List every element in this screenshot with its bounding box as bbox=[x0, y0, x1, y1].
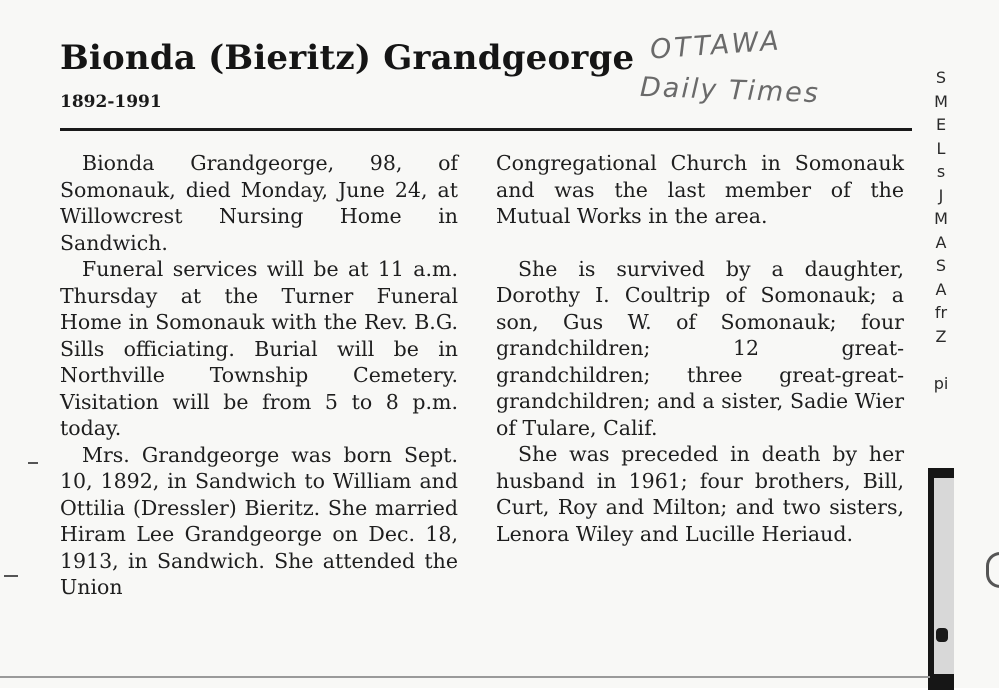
handwritten-note-line-1: OTTAWA bbox=[649, 25, 783, 66]
left-column bbox=[60, 150, 458, 601]
scan-mark bbox=[4, 575, 18, 577]
edge-letter: E bbox=[935, 115, 947, 134]
adjacent-clipping-edge-text bbox=[930, 66, 952, 395]
obituary-years: 1892-1991 bbox=[60, 92, 162, 112]
edge-letter: fr bbox=[934, 303, 948, 322]
edge-letter: s bbox=[936, 162, 946, 181]
edge-letter: pi bbox=[933, 373, 949, 393]
paragraph-survivors: She is survived by a daughter, Dorothy I. Coultrip of Somonauk; a son, Gus W. of Somonauk; four grandchildren; 12 great-grandchildren; three great-great-grandchildren; and a sister, Sadie Wier of Tulare, Calif. bbox=[496, 256, 904, 440]
edge-letter: M bbox=[934, 91, 948, 111]
paragraph-funeral-services: Funeral services will be at 11 a.m. Thursday at the Turner Funeral Home in Somonauk with the Rev. B.G. Sills officiating. Burial will be in Northville Township Cemetery. Visitation will be from 5 to 8 p.m. today. bbox=[60, 257, 458, 440]
edge-letter: M bbox=[934, 209, 948, 228]
paragraph-biography-continued: Congregational Church in Somonauk and was the last member of the Mutual Works in the area. bbox=[496, 151, 904, 228]
edge-letter: Z bbox=[935, 326, 947, 346]
edge-letter bbox=[930, 348, 952, 372]
edge-letter: L bbox=[936, 138, 946, 158]
paragraph-biography: Mrs. Grandgeorge was born Sept. 10, 1892, in Sandwich to William and Ottilia (Dressler) Bieritz. She married Hiram Lee Grandgeorge on Dec. 18, 1913, in Sandwich. She attended the Union bbox=[60, 442, 458, 599]
headline-rule bbox=[60, 128, 912, 131]
obituary-headline: Bionda (Bieritz) Grandgeorge bbox=[60, 38, 635, 78]
paragraph-preceded-in-death: She was preceded in death by her husband in 1961; four brothers, Bill, Curt, Roy and Milton; and two sisters, Lenora Wiley and Lucille Heriaud. bbox=[496, 442, 904, 546]
adjacent-photo-fragment bbox=[928, 468, 954, 690]
edge-letter: S bbox=[935, 68, 947, 87]
handwritten-note-line-2: Daily Times bbox=[639, 71, 821, 110]
paragraph-death-notice: Bionda Grandgeorge, 98, of Somonauk, died Monday, June 24, at Willowcrest Nursing Home in Sandwich. bbox=[60, 151, 458, 255]
edge-letter: A bbox=[935, 232, 947, 252]
edge-letter: S bbox=[935, 256, 947, 275]
right-column bbox=[496, 150, 904, 547]
edge-mark bbox=[986, 552, 999, 588]
clipping-bottom-edge bbox=[0, 676, 930, 678]
edge-letter: J bbox=[938, 185, 944, 205]
edge-letter: A bbox=[935, 279, 947, 299]
scan-mark bbox=[28, 462, 38, 464]
